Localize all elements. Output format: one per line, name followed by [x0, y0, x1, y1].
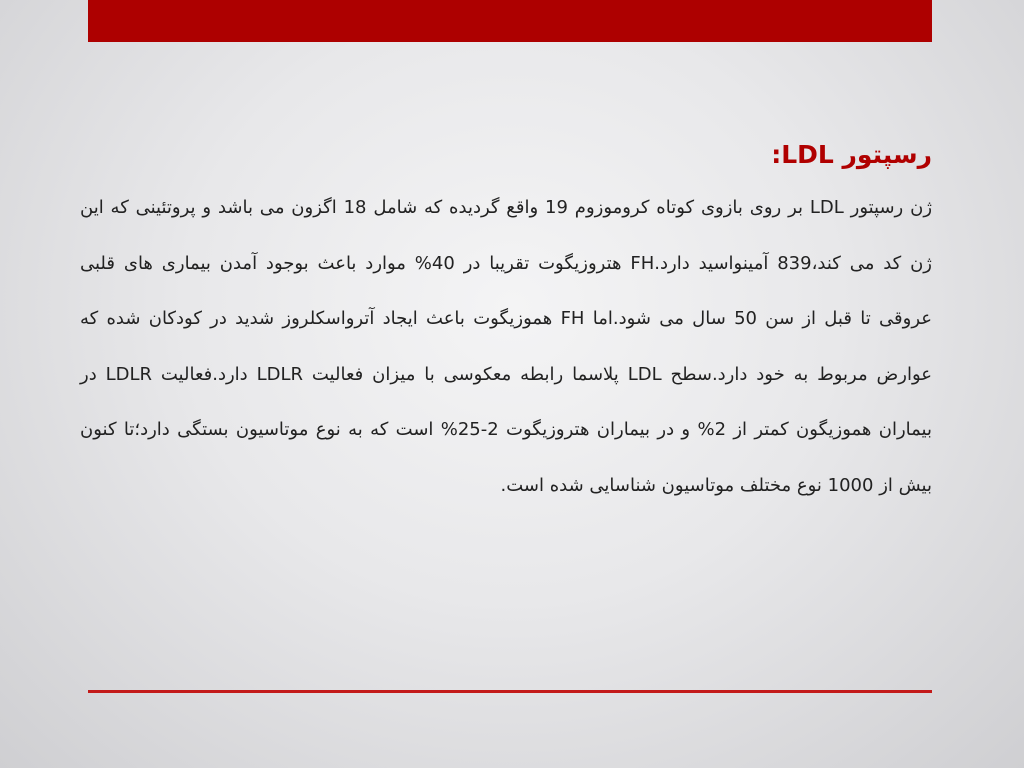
slide-title: رسپتور LDL: [771, 140, 932, 169]
top-accent-bar [88, 0, 932, 42]
slide-body-text: ژن رسپتور LDL بر روی بازوی کوتاه کروموزوم 19 واقع گردیده که شامل 18 اگزون می باشد و پروتئینی که این ژن کد می کند،839 آمینواسید دارد.FH هتروزیگوت تقریبا در 40% موارد باعث بوجود آمدن بیماری های قلبی عروقی تا قبل از سن 50 سال می شود.اما FH هموزیگوت باعث ایجاد آترواسکلروز شدید در کودکان شده که عوارض مربوط به خود دارد.سطح LDL پلاسما رابطه معکوسی با میزان فعالیت LDLR دارد.فعالیت LDLR در بیماران هموزیگون کمتر از 2% و در بیماران هتروزیگوت 2-25% است که به نوع موتاسیون بستگی دارد؛تا کنون بیش از 1000 نوع مختلف موتاسیون شناسایی شده است. [80, 197, 933, 496]
slide-content [80, 130, 932, 513]
bottom-divider [88, 690, 932, 693]
